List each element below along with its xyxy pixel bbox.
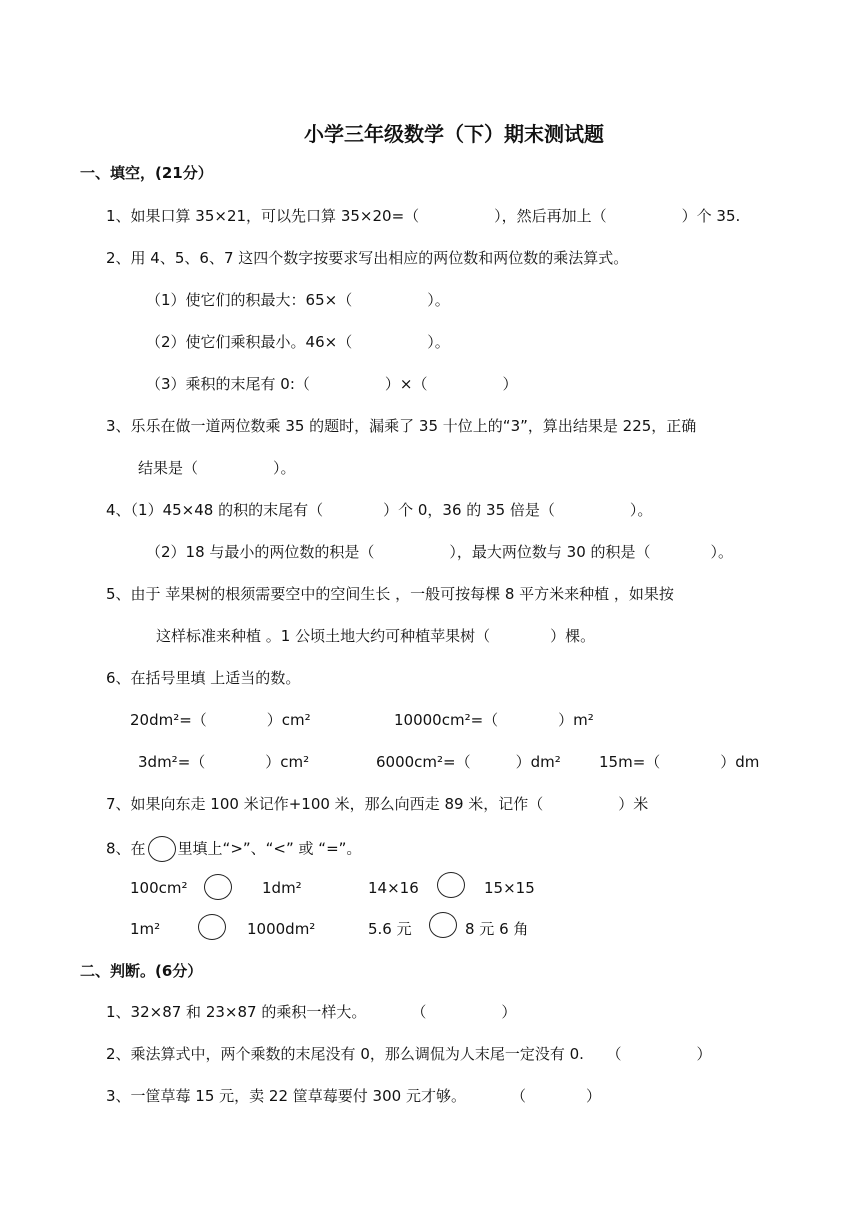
unit-conversion-1: 20dm²=（ ）cm² [130,711,311,729]
section-1-heading: 一、填空，(21分） [80,164,213,182]
compare-circle-2[interactable] [437,872,465,898]
unit-conversion-3: 3dm²=（ ）cm² [138,753,310,771]
compare-2-left: 14×16 [368,879,419,897]
question-8-suffix: 里填上“>”、“<” 或 “=”。 [177,839,362,858]
compare-circle-3[interactable] [198,914,226,940]
compare-1-left: 100cm² [130,879,188,897]
question-5-line-1: 5、由于 苹果树的根须需要空中的空间生长 ，一般可按每棵 8 平方米来种植 ，如果按 [106,585,674,603]
page-title: 小学三年级数学（下）期末测试题 [304,122,604,146]
section-2-heading: 二、判断。(6分） [80,962,203,980]
compare-3-left: 1m² [130,920,161,938]
compare-4-left: 5.6 元 [368,920,412,938]
question-3-line-1: 3、乐乐在做一道两位数乘 35 的题时，漏乘了 35 十位上的“3”，算出结果是 225，正确 [106,417,697,435]
question-4-part-1: 4、（1）45×48 的积的末尾有（ ）个 0，36 的 35 倍是（ ）。 [106,501,653,519]
question-4-part-2: （2）18 与最小的两位数的积是（ ），最大两位数与 30 的积是（ ）。 [146,543,734,561]
question-1: 1、如果口算 35×21，可以先口算 35×20=（ ），然后再加上（ ）个 35. [106,207,741,225]
compare-circle-4[interactable] [429,912,457,938]
question-2: 2、用 4、5、6、7 这四个数字按要求写出相应的两位数和两位数的乘法算式。 [106,249,629,267]
compare-1-right: 1dm² [262,879,302,897]
unit-conversion-2: 10000cm²=（ ）m² [394,711,594,729]
question-3-line-2: 结果是（ ）。 [138,459,296,477]
judgement-2: 2、乘法算式中，两个乘数的末尾没有 0，那么调侃为人末尾一定没有 0. （ ） [106,1045,712,1063]
unit-conversion-4: 6000cm²=（ ）dm² [376,753,561,771]
compare-2-right: 15×15 [484,879,535,897]
judgement-1: 1、32×87 和 23×87 的乘积一样大。 （ ） [106,1003,517,1021]
question-5-line-2: 这样标准来种植 。1 公顷土地大约可种植苹果树（ ）棵。 [156,627,596,645]
question-2-part-3: （3）乘积的末尾有 0:（ ）×（ ） [146,375,518,393]
question-2-part-1: （1）使它们的积最大：65×（ ）。 [146,291,450,309]
unit-conversion-5: 15m=（ ）dm [599,753,760,771]
question-2-part-2: （2）使它们乘积最小。46×（ ）。 [146,333,450,351]
compare-3-right: 1000dm² [247,920,316,938]
compare-circle-1[interactable] [204,874,232,900]
compare-4-right: 8 元 6 角 [465,920,529,938]
question-8-prefix: 8、在 [106,839,146,858]
question-6: 6、在括号里填 上适当的数。 [106,669,301,687]
compare-circle-sample [148,836,176,862]
question-7: 7、如果向东走 100 米记作+100 米，那么向西走 89 米，记作（ ）米 [106,795,649,813]
question-8 [106,836,361,862]
judgement-3: 3、一筐草莓 15 元，卖 22 筐草莓要付 300 元才够。 （ ） [106,1087,601,1105]
